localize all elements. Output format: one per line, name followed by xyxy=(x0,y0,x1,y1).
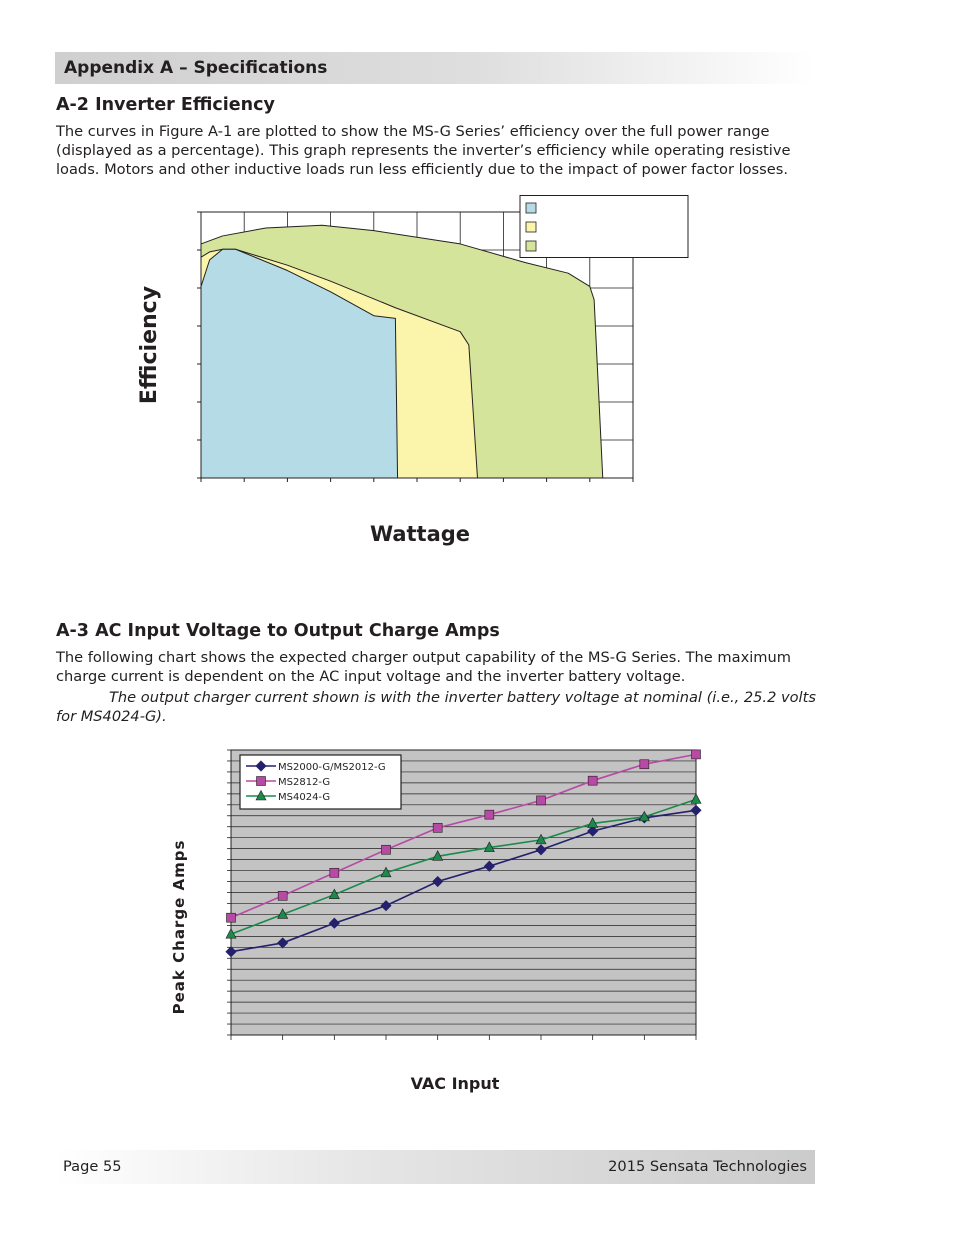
efficiency-legend-swatch xyxy=(526,203,536,213)
charge-series-point-2 xyxy=(330,868,339,877)
charge-series-point-2 xyxy=(692,750,701,759)
copyright: 2015 Sensata Technologies xyxy=(608,1158,807,1175)
charge-amps-chart xyxy=(160,742,720,1102)
footer-bar xyxy=(55,1150,815,1184)
section-a3-paragraph: The following chart shows the expected charger output capability of the MS-G Series. The maximum charge current is dependent on the AC input voltage and the inverter battery voltage. xyxy=(56,649,791,685)
charge-series-point-2 xyxy=(485,810,494,819)
section-a3-title: A-3 AC Input Voltage to Output Charge Amps xyxy=(56,621,500,641)
charge-series-point-2 xyxy=(227,913,236,922)
header-bar xyxy=(55,52,815,84)
charge-series-point-2 xyxy=(382,845,391,854)
section-a2-paragraph: The curves in Figure A-1 are plotted to show the MS-G Series’ efficiency over the full power range (displayed as a percentage). This graph represents the inverter’s efficiency while operating resistive loads. Motors and other inductive loads run less efficiently due to the impact of power factor losses. xyxy=(56,123,791,178)
charge-legend-label: MS2812-G xyxy=(278,777,331,788)
charge-legend-marker xyxy=(257,777,266,786)
charge-series-point-2 xyxy=(278,891,287,900)
charge-legend-label: MS4024-G xyxy=(278,792,331,803)
section-a2-title: A-2 Inverter Efficiency xyxy=(56,95,275,115)
charge-y-axis-label: Peak Charge Amps xyxy=(170,839,188,1015)
efficiency-y-axis-label: Efficiency xyxy=(137,285,162,405)
section-a3-note: The output charger current shown is with the inverter battery voltage at nominal (i.e., 25.2 volts for MS4024-G). xyxy=(56,689,816,725)
efficiency-legend xyxy=(520,196,688,258)
efficiency-chart xyxy=(120,195,700,555)
header-title: Appendix A – Specifications xyxy=(64,58,328,78)
efficiency-legend-swatch xyxy=(526,222,536,232)
efficiency-legend-swatch xyxy=(526,241,536,251)
charge-series-point-2 xyxy=(537,796,546,805)
efficiency-x-axis-label: Wattage xyxy=(369,522,471,546)
charge-amps-chart-svg xyxy=(160,742,720,1102)
charge-series-point-2 xyxy=(588,776,597,785)
charge-series-point-2 xyxy=(640,760,649,769)
charge-x-axis-label: VAC Input xyxy=(410,1074,500,1093)
efficiency-chart-svg xyxy=(120,195,700,555)
charge-legend-label: MS2000-G/MS2012-G xyxy=(278,762,386,773)
charge-series-point-2 xyxy=(433,823,442,832)
page-number: Page 55 xyxy=(63,1158,122,1175)
